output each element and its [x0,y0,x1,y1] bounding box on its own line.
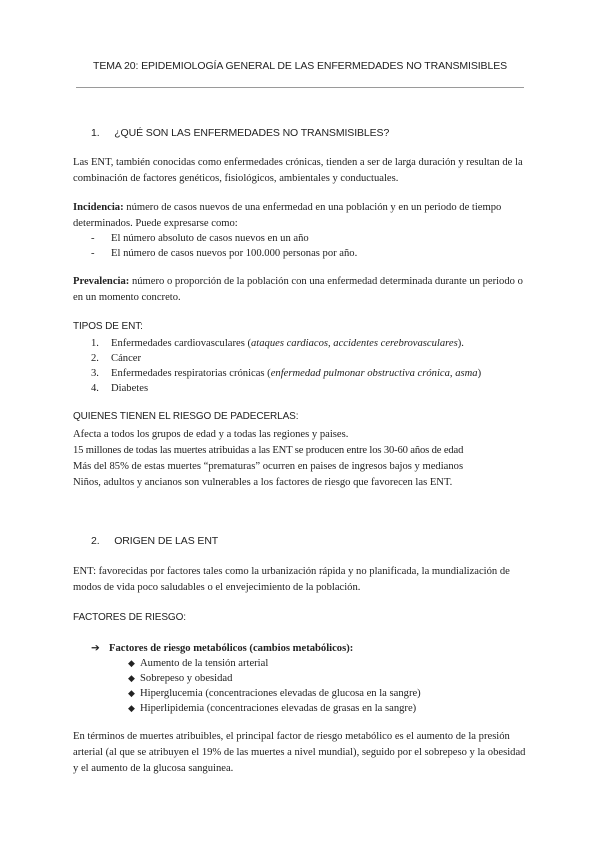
factores-heading: FACTORES DE RIESGO: [73,612,186,623]
incidencia-label: Incidencia: [73,202,124,213]
metabolicos-item-text: Aumento de la tensión arterial [140,658,269,669]
closing-paragraph: En términos de muertes atribuibles, el principal factor de riesgo metabólico es el aumento de la presión arterial (al que se atribuyen el 19% de las muertes a nivel mundial), seguido por el sobrepeso y la obesidad y el aumento de la glucosa sanguinea. [73,731,526,774]
incidencia-item-text: El número de casos nuevos por 100.000 personas por año. [111,248,358,259]
section-1-title: ¿QUÉ SON LAS ENFERMEDADES NO TRANSMISIBLES? [114,127,390,139]
prevalencia-text: número o proporción de la población con una enfermedad determinada durante un periodo o en un momento concreto. [73,276,523,303]
list-number: 4. [91,383,99,394]
quienes-line: Más del 85% de estas muertes “prematuras” ocurren en paises de ingresos bajos y medianos [73,461,464,472]
diamond-bullet-icon: ◆ [128,703,135,713]
metabolicos-item [128,701,416,716]
incidencia-item [91,231,309,246]
diamond-bullet-icon: ◆ [128,673,135,683]
quienes-line: Afecta a todos los grupos de edad y a todas las regiones y paises. [73,429,349,440]
incidencia-item [91,246,357,261]
metabolicos-item-text: Hiperlipidemia (concentraciones elevadas de grasas en la sangre) [140,703,417,714]
tipos-item-text: Enfermedades cardiovasculares ( [111,338,251,349]
metabolicos-item-text: Sobrepeso y obesidad [140,673,233,684]
section-2-title: ORIGEN DE LAS ENT [114,535,219,547]
incidencia-item-text: El número absoluto de casos nuevos en un año [111,233,309,244]
tipos-item-italic: ataques cardiacos, accidentes cerebrovasculares [251,338,458,349]
metabolicos-item [128,686,421,701]
title-divider [76,87,524,88]
section-1-heading [91,127,389,139]
dash-bullet: - [91,248,95,259]
tipos-item [91,351,141,366]
tipos-item-italic: enfermedad pulmonar obstructiva crónica, asma [270,368,478,379]
tipos-item [91,381,148,396]
tipos-item [91,366,481,381]
metabolicos-item-text: Hiperglucemia (concentraciones elevadas de glucosa en la sangre) [140,688,421,699]
tipos-item-end: ) [477,368,482,379]
tipos-heading: TIPOS DE ENT: [73,321,143,332]
diamond-bullet-icon: ◆ [128,688,135,698]
section-1-number: 1. [91,127,100,139]
list-number: 2. [91,353,99,364]
section-2-heading [91,535,218,547]
tipos-item-end: ). [457,338,464,349]
dash-bullet: - [91,233,95,244]
quienes-line: 15 millones de todas las muertes atribuidas a las ENT se producen entre los 30-60 años de edad [73,445,464,456]
list-number: 3. [91,368,99,379]
page-title: TEMA 20: EPIDEMIOLOGÍA GENERAL DE LAS ENFERMEDADES NO TRANSMISIBLES [93,60,507,72]
incidencia-text: número de casos nuevos de una enfermedad en una población y en un periodo de tiempo determinados. Puede expresarse como: [73,202,502,229]
section-2-intro: ENT: favorecidas por factores tales como la urbanización rápida y no planificada, la mundialización de modos de vida poco saludables o el envejecimiento de la población. [73,566,510,593]
metabolicos-label: Factores de riesgo metabólicos (cambios metabólicos): [109,643,354,654]
tipos-item-text: Diabetes [111,383,149,394]
tipos-item [91,336,464,351]
prevalencia-label: Prevalencia: [73,276,130,287]
metabolicos-heading [91,641,353,656]
tipos-item-text: Enfermedades respiratorias crónicas ( [111,368,271,379]
quienes-line: Niños, adultos y ancianos son vulnerables a los factores de riesgo que favorecen las ENT. [73,477,453,488]
section-2-number: 2. [91,535,100,547]
tipos-item-text: Cáncer [111,353,141,364]
section-1-intro: Las ENT, también conocidas como enfermedades crónicas, tienden a ser de larga duración y resultan de la combinación de factores genéticos, fisiológicos, ambientales y conductuales. [73,157,523,184]
diamond-bullet-icon: ◆ [128,658,135,668]
list-number: 1. [91,338,99,349]
incidencia-paragraph [73,200,528,232]
metabolicos-item [128,671,232,686]
prevalencia-paragraph [73,274,528,306]
quienes-heading: QUIENES TIENEN EL RIESGO DE PADECERLAS: [73,411,299,422]
arrow-icon: ➔ [91,643,100,654]
metabolicos-item [128,656,268,671]
